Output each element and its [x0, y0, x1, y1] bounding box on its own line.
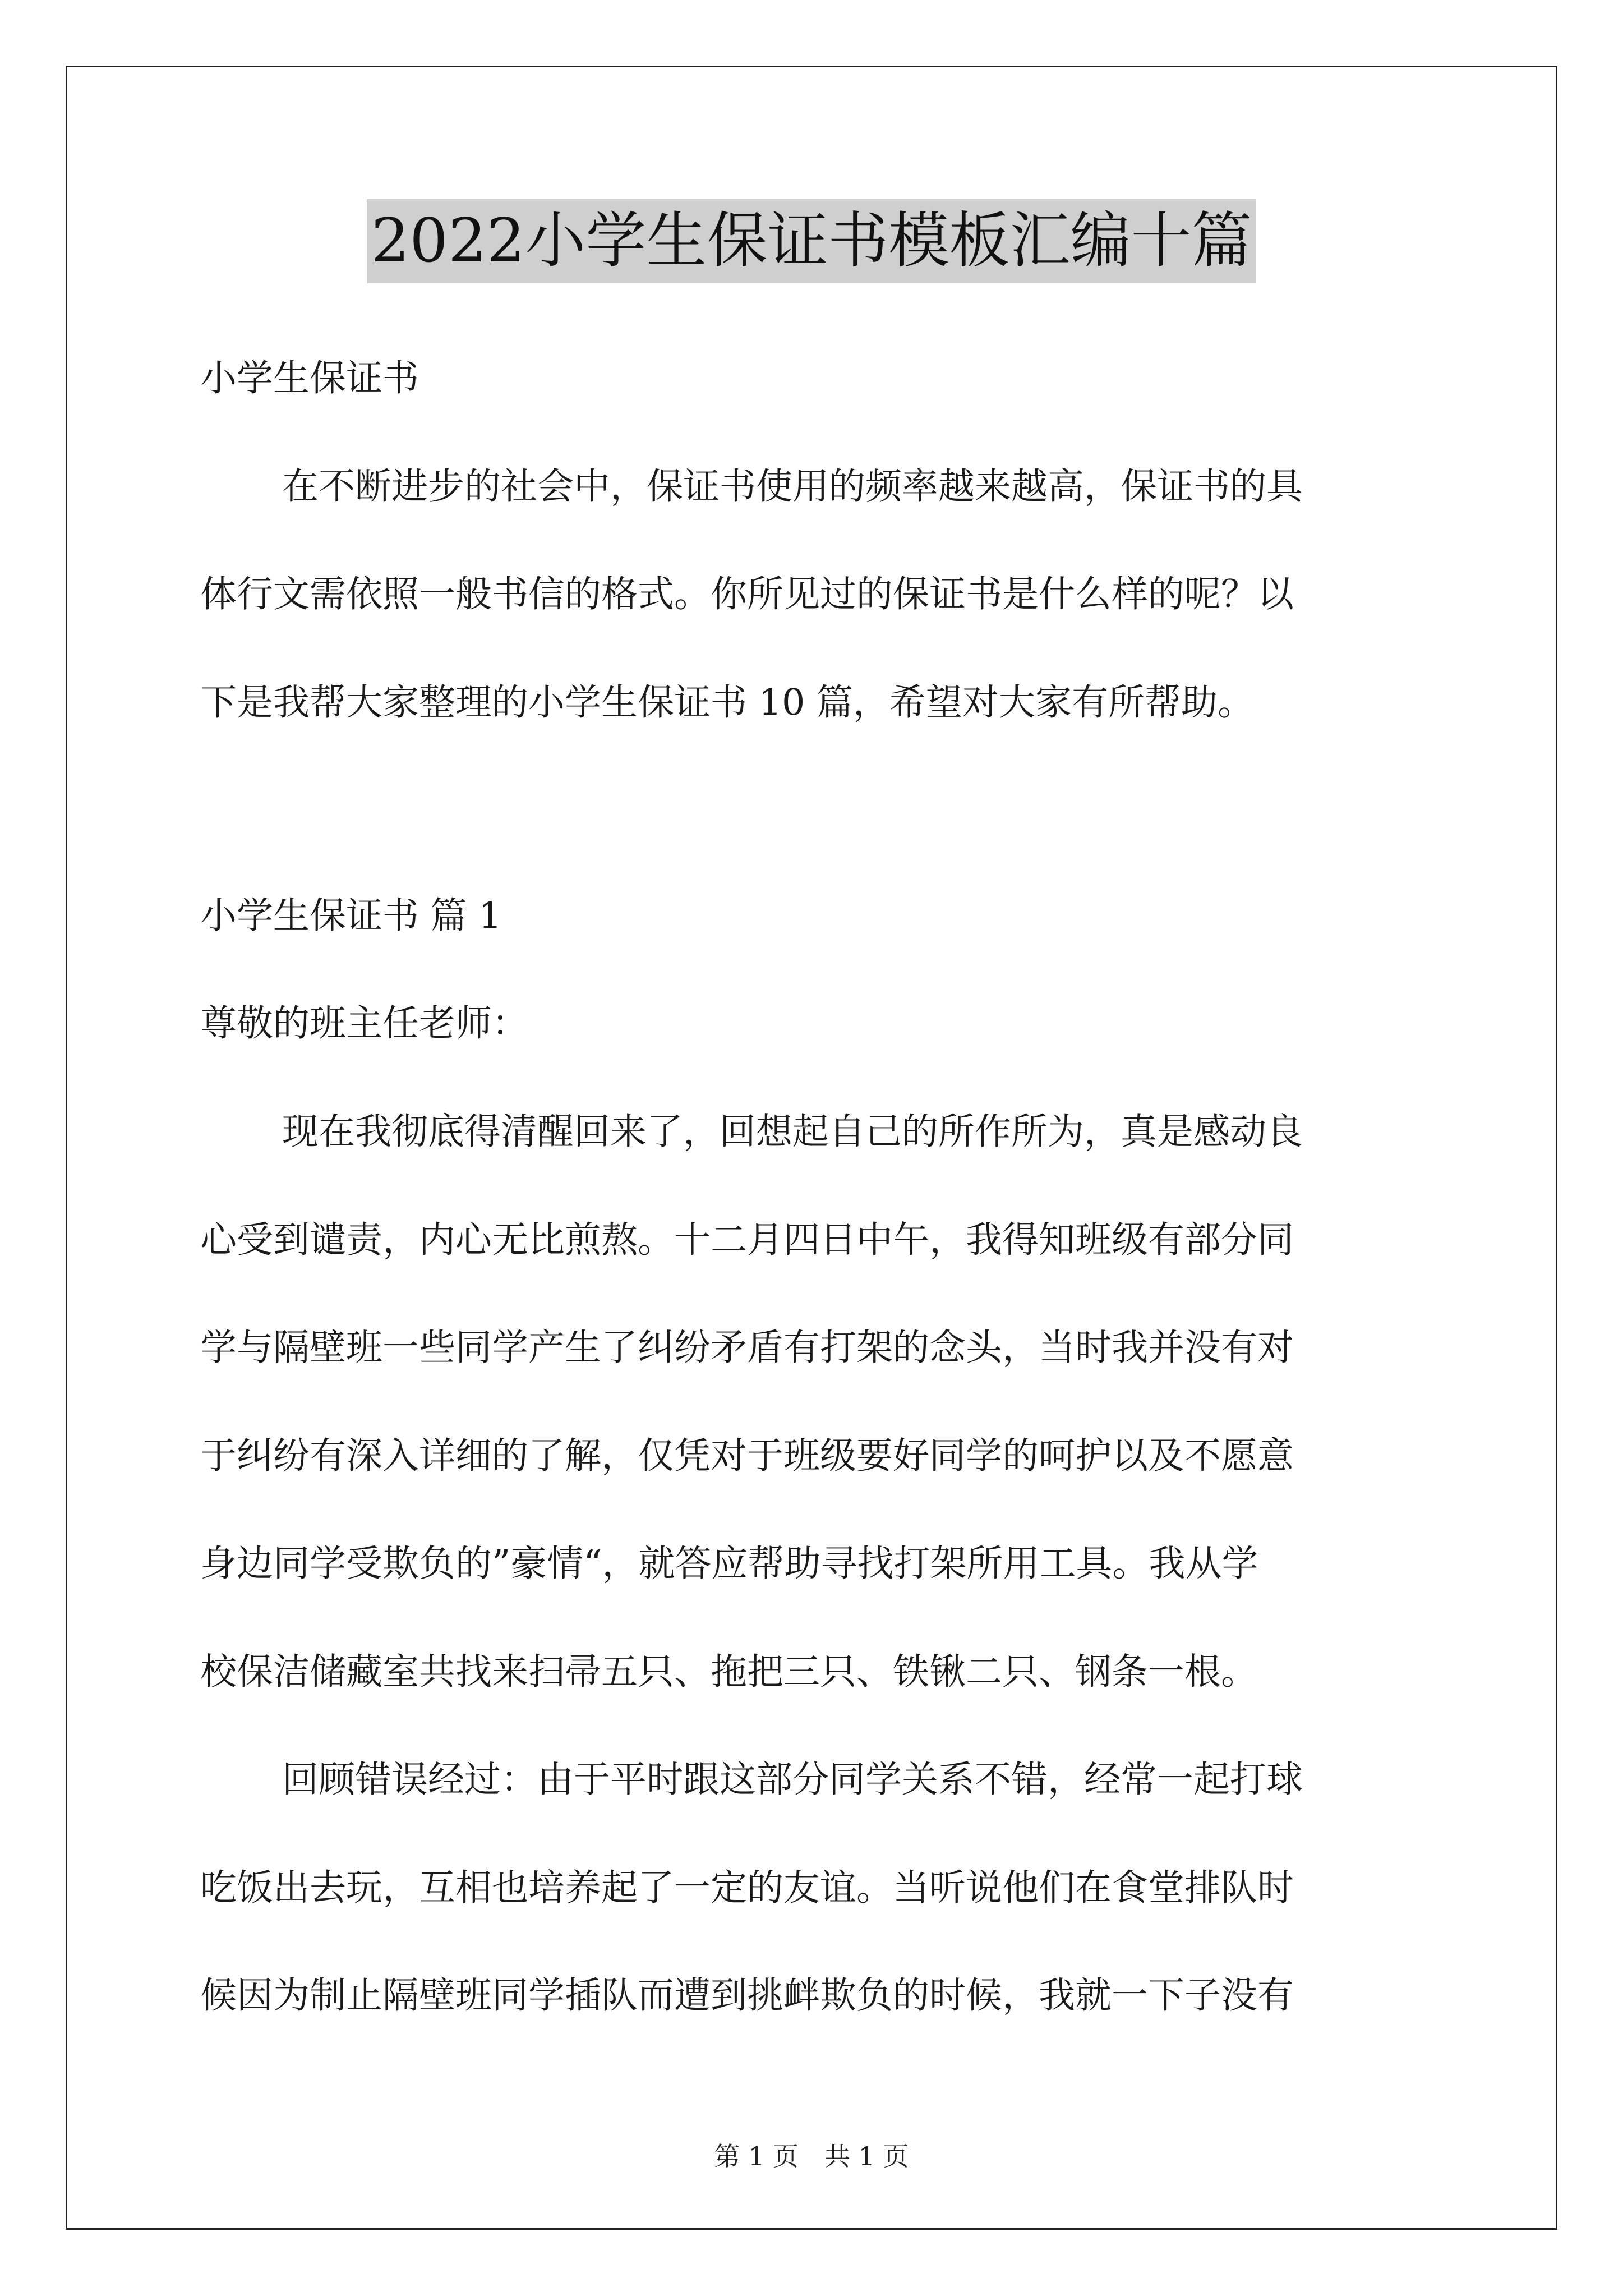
intro-line: 下是我帮大家整理的小学生保证书 10 篇，希望对大家有所帮助。 [200, 682, 1255, 724]
paragraph-line: 吃饭出去玩，互相也培养起了一定的友谊。当听说他们在食堂排队时 [200, 1867, 1294, 1909]
title-container [0, 199, 1623, 283]
paragraph-line: 候因为制止隔壁班同学插队而遭到挑衅欺负的时候，我就一下子没有 [200, 1975, 1294, 2017]
paragraph-line: 现在我彻底得清醒回来了，回想起自己的所作所为，真是感动良 [282, 1111, 1303, 1153]
paragraph-line: 学与隔壁班一些同学产生了纠纷矛盾有打架的念头，当时我并没有对 [200, 1327, 1294, 1369]
intro-line: 在不断进步的社会中，保证书使用的频率越来越高，保证书的具 [282, 466, 1303, 508]
paragraph-line: 于纠纷有深入详细的了解，仅凭对于班级要好同学的呵护以及不愿意 [200, 1435, 1294, 1477]
paragraph-line: 回顾错误经过：由于平时跟这部分同学关系不错，经常一起打球 [282, 1759, 1303, 1801]
paragraph-line: 身边同学受欺负的”豪情“，就答应帮助寻找打架所用工具。我从学 [200, 1543, 1258, 1585]
intro-line: 体行文需依照一般书信的格式。你所见过的保证书是什么样的呢？以 [200, 573, 1294, 615]
salutation: 尊敬的班主任老师： [200, 1002, 529, 1045]
paragraph-line: 校保洁储藏室共找来扫帚五只、拖把三只、铁锹二只、钢条一根。 [200, 1651, 1258, 1693]
page-footer: 第 1 页 共 1 页 [714, 2141, 909, 2171]
section-heading: 小学生保证书 篇 1 [200, 895, 502, 937]
intro-heading: 小学生保证书 [200, 357, 419, 399]
paragraph-line: 心受到谴责，内心无比煎熬。十二月四日中午，我得知班级有部分同 [200, 1219, 1294, 1261]
document-title: 2022小学生保证书模板汇编十篇 [367, 199, 1257, 283]
